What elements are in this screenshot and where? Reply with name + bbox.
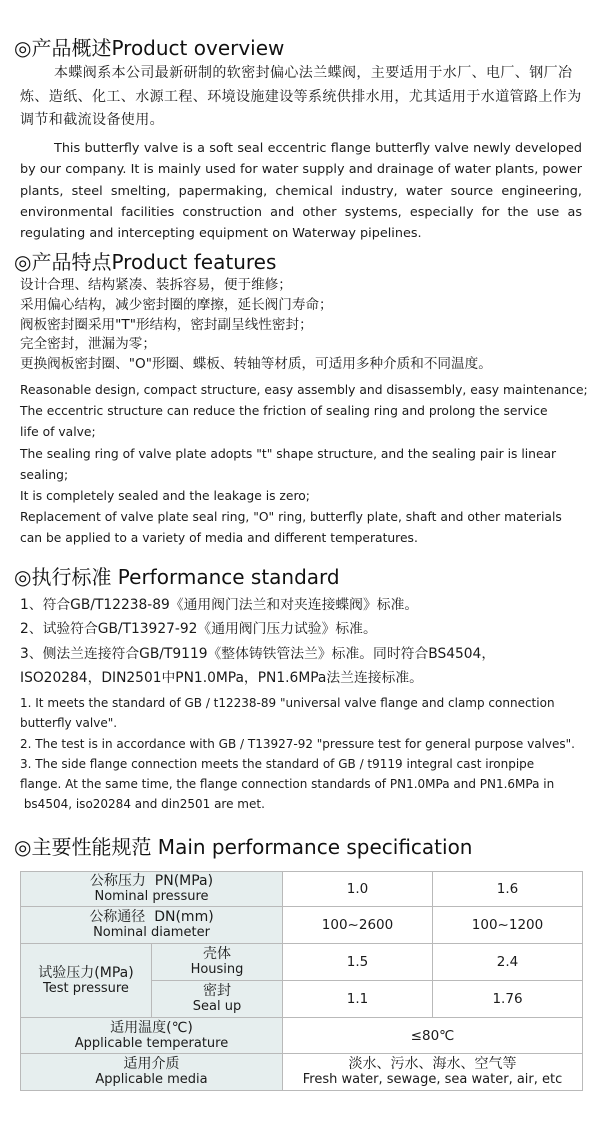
diameter-value-2: 100~1200 bbox=[433, 907, 583, 944]
standard-en-line: 3. The side flange connection meets the standard of GB / t9119 integral cast ironpipe bbox=[20, 756, 535, 771]
pressure-value-2: 1.6 bbox=[433, 872, 583, 907]
features-en-line: Replacement of valve plate seal ring, "O" ring, butterfly plate, shaft and other materials bbox=[20, 510, 562, 525]
spec-row-diameter bbox=[21, 907, 583, 944]
features-en-line: It is completely sealed and the leakage is zero; bbox=[20, 489, 310, 504]
spec-table bbox=[20, 871, 583, 1091]
media-label-cn: 适用介质 bbox=[123, 1056, 180, 1072]
standard-cn-line: 2、试验符合GB/T13927-92《通用阀门压力试验》标准。 bbox=[20, 621, 377, 638]
features-heading: ◎产品特点Product features bbox=[14, 250, 277, 274]
temperature-value: ≤80℃ bbox=[283, 1018, 583, 1054]
temperature-label-en: Applicable temperature bbox=[74, 1035, 229, 1051]
spec-heading: ◎主要性能规范 Main performance specification bbox=[14, 835, 473, 859]
features-en-line: Reasonable design, compact structure, easy assembly and disassembly, easy maintenance; bbox=[20, 383, 588, 397]
test-pressure-label-en: Test pressure bbox=[43, 980, 129, 996]
features-en-line: The sealing ring of valve plate adopts "t" shape structure, and the sealing pair is linear bbox=[20, 446, 557, 461]
seal-value-2: 1.76 bbox=[433, 981, 583, 1018]
housing-value-1: 1.5 bbox=[283, 944, 433, 981]
seal-value-1: 1.1 bbox=[283, 981, 433, 1018]
standard-en-line: butterfly valve". bbox=[20, 716, 118, 731]
pressure-label-cell bbox=[21, 872, 283, 907]
pressure-label-cn: 公称压力 PN(MPa) bbox=[89, 873, 214, 889]
features-en-line: can be applied to a variety of media and different temperatures. bbox=[20, 531, 418, 546]
features-cn-line: 完全密封，泄漏为零； bbox=[20, 336, 156, 353]
housing-value-2: 2.4 bbox=[433, 944, 583, 981]
test-pressure-label-cell bbox=[21, 944, 152, 1018]
standard-en-line: 2. The test is in accordance with GB / T13927-92 "pressure test for general purpose valves". bbox=[20, 736, 575, 751]
media-value-cell bbox=[283, 1054, 583, 1091]
test-pressure-label-cn: 试验压力(MPa) bbox=[38, 964, 134, 981]
spec-row-housing bbox=[21, 944, 583, 981]
temperature-label-cn: 适用温度(℃) bbox=[110, 1019, 193, 1036]
features-en-line: life of valve; bbox=[20, 425, 96, 440]
overview-heading: ◎产品概述Product overview bbox=[14, 36, 285, 60]
features-cn-line: 设计合理、结构紧凑、装拆容易，便于维修； bbox=[20, 277, 292, 293]
seal-label-cell bbox=[152, 981, 283, 1018]
overview-cn-paragraph: 本蝶阀系本公司最新研制的软密封偏心法兰蝶阀，主要适用于水厂、电厂、钢厂冶炼、造纸、化工、水源工程、环境设施建设等系统供排水用，尤其适用于水道管路上作为调节和截流设备使用。 bbox=[20, 65, 582, 128]
media-value-cn: 淡水、污水、海水、空气等 bbox=[348, 1056, 517, 1072]
standard-en-list bbox=[20, 693, 595, 815]
features-cn-list bbox=[20, 276, 595, 375]
media-label-en: Applicable media bbox=[95, 1072, 208, 1087]
standard-cn-line: 3、侧法兰连接符合GB/T9119《整体铸铁管法兰》标准。同时符合BS4504， bbox=[20, 645, 496, 662]
housing-label-cn: 壳体 bbox=[203, 946, 231, 962]
standard-cn-list bbox=[20, 593, 595, 690]
spec-row-pressure bbox=[21, 872, 583, 907]
spec-row-temperature bbox=[21, 1018, 583, 1054]
standard-en-line: bs4504, iso20284 and din2501 are met. bbox=[20, 797, 265, 812]
standard-cn-line: ISO20284，DIN2501中PN1.0MPa，PN1.6MPa法兰连接标准。 bbox=[20, 669, 423, 686]
features-cn-line: 采用偏心结构，减少密封圈的摩擦，延长阀门寿命； bbox=[20, 296, 333, 313]
housing-label-en: Housing bbox=[190, 962, 244, 977]
diameter-label-en: Nominal diameter bbox=[93, 925, 210, 940]
pressure-label-en: Nominal pressure bbox=[94, 889, 209, 904]
features-en-line: sealing; bbox=[20, 467, 69, 482]
standard-en-line: flange. At the same time, the flange connection standards of PN1.0MPa and PN1.6MPa in bbox=[20, 777, 555, 792]
temperature-label-cell bbox=[21, 1018, 283, 1054]
features-cn-line: 阀板密封圈采用"T"形结构，密封副呈线性密封； bbox=[20, 316, 313, 333]
standard-cn-line: 1、符合GB/T12238-89《通用阀门法兰和对夹连接蝶阀》标准。 bbox=[20, 597, 419, 613]
seal-label-cn: 密封 bbox=[203, 983, 231, 999]
diameter-label-cn: 公称通径 DN(mm) bbox=[89, 909, 214, 925]
features-en-line: The eccentric structure can reduce the friction of sealing ring and prolong the service bbox=[20, 404, 548, 419]
diameter-value-1: 100~2600 bbox=[283, 907, 433, 944]
media-value-en: Fresh water, sewage, sea water, air, etc bbox=[302, 1072, 563, 1087]
media-label-cell bbox=[21, 1054, 283, 1091]
standard-en-line: 1. It meets the standard of GB / t12238-89 "universal valve flange and clamp connection bbox=[20, 696, 555, 710]
housing-label-cell bbox=[152, 944, 283, 981]
standard-heading: ◎执行标准 Performance standard bbox=[14, 565, 340, 589]
pressure-value-1: 1.0 bbox=[283, 872, 433, 907]
diameter-label-cell bbox=[21, 907, 283, 944]
features-en-list bbox=[20, 380, 595, 550]
overview-en-paragraph: This butterfly valve is a soft seal eccentric flange butterfly valve newly developed by our company. It is mainly used for water supply and drainage of water plants, power plants, steel smelting, papermaking, chemical industry, water source engineering, environmental facilities construction and other systems, especially for the use as regulating and intercepting equipment on Waterway pipelines. bbox=[20, 141, 582, 242]
spec-row-media bbox=[21, 1054, 583, 1091]
seal-label-en: Seal up bbox=[192, 999, 242, 1014]
features-cn-line: 更换阀板密封圈、"O"形圈、蝶板、转轴等材质，可适用多种介质和不同温度。 bbox=[20, 356, 492, 373]
